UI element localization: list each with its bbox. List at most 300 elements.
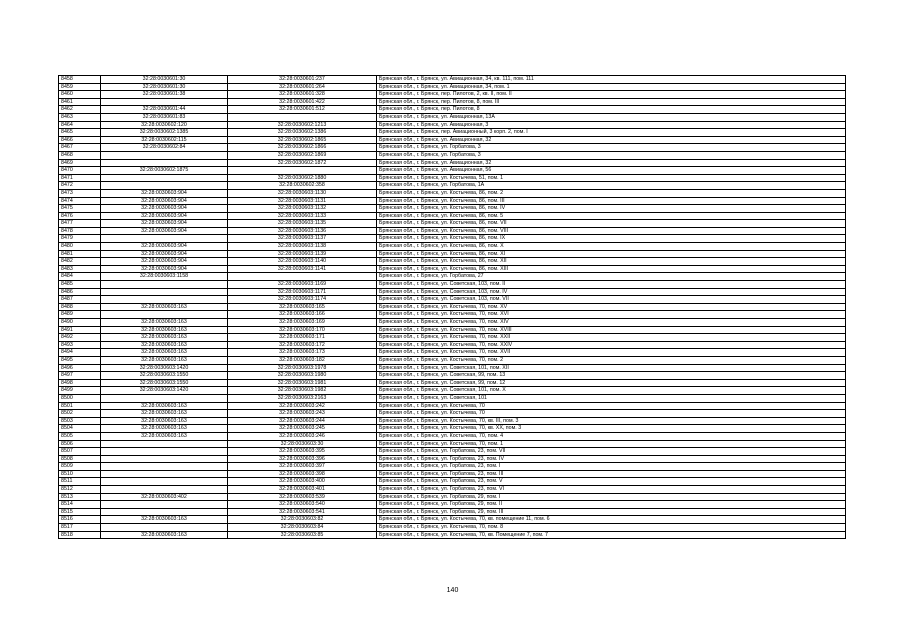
- object-cadastral-number-cell: 32:28:0030603:1171: [228, 288, 377, 296]
- address-cell: Брянская обл., г. Брянск, ул. Костычева, 86, пом. XII: [377, 258, 846, 266]
- address-cell: Брянская обл., г. Брянск, ул. Горбатова, 23, пом. III: [377, 470, 846, 478]
- table-row: [59, 243, 846, 251]
- object-cadastral-number-cell: 32:28:0030603:170: [228, 326, 377, 334]
- land-cadastral-number-cell: 32:28:0030601:30: [101, 83, 228, 91]
- table-row: [59, 394, 846, 402]
- row-number-cell: 8500: [59, 394, 101, 402]
- table-row: [59, 455, 846, 463]
- table-row: [59, 531, 846, 539]
- table-row: [59, 417, 846, 425]
- land-cadastral-number-cell: [101, 501, 228, 509]
- address-cell: Брянская обл., г. Брянск, ул. Советская, 101, пом. X: [377, 387, 846, 395]
- land-cadastral-number-cell: [101, 98, 228, 106]
- row-number-cell: 8493: [59, 341, 101, 349]
- address-cell: Брянская обл., г. Брянск, пер. Пилотов, 8, пом. III: [377, 98, 846, 106]
- address-cell: Брянская обл., г. Брянск, ул. Советская, 99, пом. 12: [377, 379, 846, 387]
- object-cadastral-number-cell: [228, 273, 377, 281]
- address-cell: Брянская обл., г. Брянск, ул. Костычева, 70: [377, 410, 846, 418]
- table-row: [59, 379, 846, 387]
- table-row: [59, 144, 846, 152]
- table-row: [59, 516, 846, 524]
- row-number-cell: 8475: [59, 205, 101, 213]
- land-cadastral-number-cell: 32:28:0030603:904: [101, 227, 228, 235]
- object-cadastral-number-cell: 32:28:0030603:397: [228, 463, 377, 471]
- table-row: [59, 341, 846, 349]
- land-cadastral-number-cell: 32:28:0030603:163: [101, 425, 228, 433]
- land-cadastral-number-cell: [101, 151, 228, 159]
- address-cell: Брянская обл., г. Брянск, ул. Костычева, 70: [377, 402, 846, 410]
- table-row: [59, 524, 846, 532]
- address-cell: Брянская обл., г. Брянск, ул. Советская, 99, пом. 13: [377, 372, 846, 380]
- row-number-cell: 8511: [59, 478, 101, 486]
- address-cell: Брянская обл., г. Брянск, ул. Горбатова, 27: [377, 273, 846, 281]
- land-cadastral-number-cell: 32:28:0030603:904: [101, 265, 228, 273]
- address-cell: Брянская обл., г. Брянск, ул. Костычева, 86, пом. X: [377, 243, 846, 251]
- table-row: [59, 235, 846, 243]
- table-row: [59, 326, 846, 334]
- address-cell: Брянская обл., г. Брянск, ул. Советская, 101: [377, 394, 846, 402]
- object-cadastral-number-cell: 32:28:0030603:244: [228, 417, 377, 425]
- address-cell: Брянская обл., г. Брянск, ул. Горбатова, 29, пом. I: [377, 493, 846, 501]
- table-row: [59, 113, 846, 121]
- land-cadastral-number-cell: 32:28:0030603:904: [101, 212, 228, 220]
- land-cadastral-number-cell: [101, 470, 228, 478]
- address-cell: Брянская обл., г. Брянск, ул. Горбатова, 3: [377, 151, 846, 159]
- row-number-cell: 8477: [59, 220, 101, 228]
- object-cadastral-number-cell: 32:28:0030603:1139: [228, 250, 377, 258]
- land-cadastral-number-cell: 32:28:0030603:163: [101, 334, 228, 342]
- row-number-cell: 8490: [59, 319, 101, 327]
- address-cell: Брянская обл., г. Брянск, ул. Костычева, 70, пом. XVIII: [377, 326, 846, 334]
- land-cadastral-number-cell: [101, 524, 228, 532]
- row-number-cell: 8469: [59, 159, 101, 167]
- address-cell: Брянская обл., г. Брянск, пер. Пилотов, 8: [377, 106, 846, 114]
- row-number-cell: 8486: [59, 288, 101, 296]
- land-cadastral-number-cell: 32:28:0030603:1420: [101, 387, 228, 395]
- land-cadastral-number-cell: 32:28:0030603:163: [101, 303, 228, 311]
- land-cadastral-number-cell: [101, 463, 228, 471]
- row-number-cell: 8495: [59, 356, 101, 364]
- object-cadastral-number-cell: 32:28:0030603:85: [228, 531, 377, 539]
- address-cell: Брянская обл., г. Брянск, ул. Советская, 101, пом. XII: [377, 364, 846, 372]
- row-number-cell: 8508: [59, 455, 101, 463]
- object-cadastral-number-cell: 32:28:0030603:396: [228, 455, 377, 463]
- address-cell: Брянская обл., г. Брянск, ул. Костычева, 70, кв. XX, пом. 3: [377, 425, 846, 433]
- object-cadastral-number-cell: 32:28:0030603:1140: [228, 258, 377, 266]
- row-number-cell: 8516: [59, 516, 101, 524]
- object-cadastral-number-cell: 32:28:0030603:1131: [228, 197, 377, 205]
- table-row: [59, 265, 846, 273]
- table-row: [59, 425, 846, 433]
- row-number-cell: 8502: [59, 410, 101, 418]
- address-cell: Брянская обл., г. Брянск, ул. Горбатова, 23, пом. VI: [377, 486, 846, 494]
- row-number-cell: 8509: [59, 463, 101, 471]
- address-cell: Брянская обл., г. Брянск, ул. Горбатова, 29, пом. III: [377, 508, 846, 516]
- address-cell: Брянская обл., г. Брянск, ул. Костычева, 86, пом. III: [377, 197, 846, 205]
- object-cadastral-number-cell: 32:28:0030603:172: [228, 341, 377, 349]
- table-row: [59, 448, 846, 456]
- land-cadastral-number-cell: 32:28:0030603:1420: [101, 364, 228, 372]
- row-number-cell: 8460: [59, 91, 101, 99]
- object-cadastral-number-cell: 32:28:0030602:358: [228, 182, 377, 190]
- address-cell: Брянская обл., г. Брянск, ул. Костычева, 86, пом. 5: [377, 212, 846, 220]
- table-row: [59, 121, 846, 129]
- table-row: [59, 151, 846, 159]
- row-number-cell: 8488: [59, 303, 101, 311]
- land-cadastral-number-cell: 32:28:0030603:163: [101, 402, 228, 410]
- object-cadastral-number-cell: 32:28:0030603:1169: [228, 281, 377, 289]
- table-row: [59, 387, 846, 395]
- land-cadastral-number-cell: 32:28:0030603:904: [101, 250, 228, 258]
- table-row: [59, 76, 846, 84]
- table-row: [59, 129, 846, 137]
- row-number-cell: 8459: [59, 83, 101, 91]
- object-cadastral-number-cell: 32:28:0030603:1980: [228, 372, 377, 380]
- address-cell: Брянская обл., г. Брянск, ул. Костычева, 70, пом. XVII: [377, 349, 846, 357]
- object-cadastral-number-cell: 32:28:0030603:1174: [228, 296, 377, 304]
- address-cell: Брянская обл., г. Брянск, ул. Горбатова, 29, пом. II: [377, 501, 846, 509]
- object-cadastral-number-cell: 32:28:0030603:30: [228, 440, 377, 448]
- object-cadastral-number-cell: 32:28:0030603:1132: [228, 205, 377, 213]
- address-cell: Брянская обл., г. Брянск, ул. Костычева, 70, пом. XXII: [377, 334, 846, 342]
- address-cell: Брянская обл., г. Брянск, ул. Горбатова, 3: [377, 144, 846, 152]
- address-cell: Брянская обл., г. Брянск, ул. Костычева, 70, пом. 2: [377, 356, 846, 364]
- table-row: [59, 83, 846, 91]
- address-cell: Брянская обл., г. Брянск, ул. Костычева, 70, пом. XV: [377, 303, 846, 311]
- land-cadastral-number-cell: 32:28:0030602:120: [101, 121, 228, 129]
- row-number-cell: 8485: [59, 281, 101, 289]
- address-cell: Брянская обл., г. Брянск, ул. Костычева, 86, пом. VIII: [377, 227, 846, 235]
- land-cadastral-number-cell: 32:28:0030603:904: [101, 205, 228, 213]
- address-cell: Брянская обл., г. Брянск, ул. Авиационная, 32: [377, 136, 846, 144]
- address-cell: Брянская обл., г. Брянск, ул. Горбатова, 23, пом. V: [377, 478, 846, 486]
- address-cell: Брянская обл., г. Брянск, ул. Авиационная, 32: [377, 159, 846, 167]
- object-cadastral-number-cell: [228, 167, 377, 175]
- row-number-cell: 8518: [59, 531, 101, 539]
- land-cadastral-number-cell: [101, 455, 228, 463]
- table-row: [59, 501, 846, 509]
- land-cadastral-number-cell: 32:28:0030603:163: [101, 531, 228, 539]
- object-cadastral-number-cell: 32:28:0030603:401: [228, 486, 377, 494]
- object-cadastral-number-cell: 32:28:0030603:400: [228, 478, 377, 486]
- address-cell: Брянская обл., г. Брянск, ул. Авиационная, 34, кв. 111, пом. 111: [377, 76, 846, 84]
- table-row: [59, 319, 846, 327]
- object-cadastral-number-cell: 32:28:0030602:1869: [228, 151, 377, 159]
- address-cell: Брянская обл., г. Брянск, ул. Советская, 103, пом. II: [377, 281, 846, 289]
- address-cell: Брянская обл., г. Брянск, ул. Горбатова, 1А: [377, 182, 846, 190]
- table-row: [59, 220, 846, 228]
- object-cadastral-number-cell: 32:28:0030603:245: [228, 425, 377, 433]
- land-cadastral-number-cell: 32:28:0030602:1385: [101, 129, 228, 137]
- land-cadastral-number-cell: [101, 486, 228, 494]
- object-cadastral-number-cell: 32:28:0030603:1133: [228, 212, 377, 220]
- land-cadastral-number-cell: 32:28:0030603:163: [101, 341, 228, 349]
- address-cell: Брянская обл., г. Брянск, ул. Костычева, 70, пом. XXIV: [377, 341, 846, 349]
- row-number-cell: 8510: [59, 470, 101, 478]
- row-number-cell: 8506: [59, 440, 101, 448]
- object-cadastral-number-cell: 32:28:0030602:1866: [228, 144, 377, 152]
- table-row: [59, 463, 846, 471]
- object-cadastral-number-cell: 32:28:0030602:1865: [228, 136, 377, 144]
- object-cadastral-number-cell: 32:28:0030603:1135: [228, 220, 377, 228]
- row-number-cell: 8512: [59, 486, 101, 494]
- object-cadastral-number-cell: 32:28:0030603:246: [228, 432, 377, 440]
- row-number-cell: 8472: [59, 182, 101, 190]
- address-cell: Брянская обл., г. Брянск, пер. Авиационный, 3 корп. 2, пом. I: [377, 129, 846, 137]
- row-number-cell: 8496: [59, 364, 101, 372]
- row-number-cell: 8467: [59, 144, 101, 152]
- table-row: [59, 227, 846, 235]
- land-cadastral-number-cell: 32:28:0030603:1550: [101, 372, 228, 380]
- land-cadastral-number-cell: 32:28:0030601:30: [101, 76, 228, 84]
- land-cadastral-number-cell: 32:28:0030603:402: [101, 493, 228, 501]
- row-number-cell: 8494: [59, 349, 101, 357]
- object-cadastral-number-cell: 32:28:0030601:512: [228, 106, 377, 114]
- object-cadastral-number-cell: 32:28:0030603:539: [228, 493, 377, 501]
- row-number-cell: 8464: [59, 121, 101, 129]
- object-cadastral-number-cell: 32:28:0030603:82: [228, 516, 377, 524]
- land-cadastral-number-cell: 32:28:0030603:904: [101, 243, 228, 251]
- table-row: [59, 205, 846, 213]
- row-number-cell: 8458: [59, 76, 101, 84]
- address-cell: Брянская обл., г. Брянск, ул. Костычева, 70, пом. 4: [377, 432, 846, 440]
- table-row: [59, 486, 846, 494]
- address-cell: Брянская обл., г. Брянск, ул. Костычева, 86, пом. IX: [377, 235, 846, 243]
- row-number-cell: 8478: [59, 227, 101, 235]
- table-row: [59, 288, 846, 296]
- table-row: [59, 281, 846, 289]
- land-cadastral-number-cell: 32:28:0030603:163: [101, 417, 228, 425]
- land-cadastral-number-cell: [101, 440, 228, 448]
- table-row: [59, 91, 846, 99]
- row-number-cell: 8461: [59, 98, 101, 106]
- table-row: [59, 402, 846, 410]
- table-row: [59, 410, 846, 418]
- land-cadastral-number-cell: 32:28:0030603:163: [101, 432, 228, 440]
- object-cadastral-number-cell: 32:28:0030603:243: [228, 410, 377, 418]
- table-row: [59, 440, 846, 448]
- land-cadastral-number-cell: 32:28:0030603:163: [101, 356, 228, 364]
- land-cadastral-number-cell: [101, 182, 228, 190]
- object-cadastral-number-cell: 32:28:0030603:395: [228, 448, 377, 456]
- land-cadastral-number-cell: [101, 235, 228, 243]
- address-cell: Брянская обл., г. Брянск, ул. Костычева, 86, пом. IV: [377, 205, 846, 213]
- address-cell: Брянская обл., г. Брянск, ул. Авиационная, 3: [377, 121, 846, 129]
- row-number-cell: 8466: [59, 136, 101, 144]
- address-cell: Брянская обл., г. Брянск, ул. Костычева, 86, пом. XI: [377, 250, 846, 258]
- table-row: [59, 508, 846, 516]
- land-cadastral-number-cell: 32:28:0030603:163: [101, 319, 228, 327]
- table-row: [59, 364, 846, 372]
- object-cadastral-number-cell: 32:28:0030602:1880: [228, 174, 377, 182]
- object-cadastral-number-cell: 32:28:0030602:1872: [228, 159, 377, 167]
- table-row: [59, 432, 846, 440]
- row-number-cell: 8463: [59, 113, 101, 121]
- object-cadastral-number-cell: 32:28:0030602:1213: [228, 121, 377, 129]
- row-number-cell: 8468: [59, 151, 101, 159]
- land-cadastral-number-cell: [101, 288, 228, 296]
- row-number-cell: 8501: [59, 402, 101, 410]
- land-cadastral-number-cell: 32:28:0030602:84: [101, 144, 228, 152]
- row-number-cell: 8471: [59, 174, 101, 182]
- land-cadastral-number-cell: 32:28:0030603:163: [101, 410, 228, 418]
- row-number-cell: 8473: [59, 189, 101, 197]
- object-cadastral-number-cell: 32:28:0030603:165: [228, 303, 377, 311]
- table-row: [59, 311, 846, 319]
- table-row: [59, 478, 846, 486]
- land-cadastral-number-cell: 32:28:0030601:38: [101, 91, 228, 99]
- table-row: [59, 189, 846, 197]
- table-row: [59, 250, 846, 258]
- row-number-cell: 8476: [59, 212, 101, 220]
- land-cadastral-number-cell: [101, 174, 228, 182]
- registry-table-container: [58, 75, 846, 539]
- land-cadastral-number-cell: 32:28:0030603:163: [101, 349, 228, 357]
- object-cadastral-number-cell: 32:28:0030603:2163: [228, 394, 377, 402]
- table-row: [59, 182, 846, 190]
- address-cell: Брянская обл., г. Брянск, ул. Авиационная, 13А: [377, 113, 846, 121]
- table-row: [59, 98, 846, 106]
- address-cell: Брянская обл., г. Брянск, ул. Костычева, 70, пом. XIV: [377, 319, 846, 327]
- land-cadastral-number-cell: [101, 508, 228, 516]
- table-row: [59, 303, 846, 311]
- row-number-cell: 8499: [59, 387, 101, 395]
- land-cadastral-number-cell: [101, 448, 228, 456]
- object-cadastral-number-cell: 32:28:0030603:398: [228, 470, 377, 478]
- object-cadastral-number-cell: 32:28:0030603:1981: [228, 379, 377, 387]
- address-cell: Брянская обл., г. Брянск, ул. Советская, 103, пом. VII: [377, 296, 846, 304]
- row-number-cell: 8474: [59, 197, 101, 205]
- table-row: [59, 174, 846, 182]
- object-cadastral-number-cell: 32:28:0030603:171: [228, 334, 377, 342]
- address-cell: Брянская обл., г. Брянск, ул. Авиационная, 56: [377, 167, 846, 175]
- object-cadastral-number-cell: 32:28:0030602:1386: [228, 129, 377, 137]
- object-cadastral-number-cell: 32:28:0030603:1978: [228, 364, 377, 372]
- object-cadastral-number-cell: 32:28:0030603:242: [228, 402, 377, 410]
- table-row: [59, 296, 846, 304]
- land-cadastral-number-cell: 32:28:0030601:83: [101, 113, 228, 121]
- table-row: [59, 349, 846, 357]
- address-cell: Брянская обл., г. Брянск, ул. Авиационная, 34, пом. 1: [377, 83, 846, 91]
- object-cadastral-number-cell: 32:28:0030603:1141: [228, 265, 377, 273]
- address-cell: Брянская обл., г. Брянск, ул. Костычева, 70, кв. помещение 11, пом. 6: [377, 516, 846, 524]
- row-number-cell: 8470: [59, 167, 101, 175]
- object-cadastral-number-cell: 32:28:0030603:1137: [228, 235, 377, 243]
- land-cadastral-number-cell: [101, 296, 228, 304]
- table-row: [59, 334, 846, 342]
- land-cadastral-number-cell: [101, 478, 228, 486]
- object-cadastral-number-cell: 32:28:0030603:169: [228, 319, 377, 327]
- table-row: [59, 470, 846, 478]
- object-cadastral-number-cell: 32:28:0030603:540: [228, 501, 377, 509]
- object-cadastral-number-cell: 32:28:0030603:182: [228, 356, 377, 364]
- row-number-cell: 8504: [59, 425, 101, 433]
- row-number-cell: 8465: [59, 129, 101, 137]
- land-cadastral-number-cell: 32:28:0030603:1550: [101, 379, 228, 387]
- row-number-cell: 8487: [59, 296, 101, 304]
- object-cadastral-number-cell: 32:28:0030603:1982: [228, 387, 377, 395]
- table-row: [59, 258, 846, 266]
- row-number-cell: 8515: [59, 508, 101, 516]
- address-cell: Брянская обл., г. Брянск, ул. Костычева, 86, пом. VII: [377, 220, 846, 228]
- row-number-cell: 8483: [59, 265, 101, 273]
- registry-table: [58, 75, 846, 539]
- address-cell: Брянская обл., г. Брянск, ул. Костычева, 86, пом. 2: [377, 189, 846, 197]
- object-cadastral-number-cell: 32:28:0030601:422: [228, 98, 377, 106]
- land-cadastral-number-cell: 32:28:0030603:163: [101, 516, 228, 524]
- address-cell: Брянская обл., г. Брянск, ул. Советская, 103, пом. IV: [377, 288, 846, 296]
- address-cell: Брянская обл., г. Брянск, ул. Костычева, 86, пом. XIII: [377, 265, 846, 273]
- row-number-cell: 8479: [59, 235, 101, 243]
- table-row: [59, 273, 846, 281]
- land-cadastral-number-cell: 32:28:0030603:904: [101, 189, 228, 197]
- object-cadastral-number-cell: 32:28:0030603:166: [228, 311, 377, 319]
- address-cell: Брянская обл., г. Брянск, ул. Костычева, 70, пом. XVI: [377, 311, 846, 319]
- table-row: [59, 197, 846, 205]
- row-number-cell: 8482: [59, 258, 101, 266]
- table-row: [59, 493, 846, 501]
- object-cadastral-number-cell: 32:28:0030603:1136: [228, 227, 377, 235]
- land-cadastral-number-cell: [101, 394, 228, 402]
- row-number-cell: 8497: [59, 372, 101, 380]
- address-cell: Брянская обл., г. Брянск, пер. Пилотов, 2, кв. II, пом. II: [377, 91, 846, 99]
- row-number-cell: 8498: [59, 379, 101, 387]
- row-number-cell: 8480: [59, 243, 101, 251]
- address-cell: Брянская обл., г. Брянск, ул. Костычева, 51, пом. 1: [377, 174, 846, 182]
- land-cadastral-number-cell: 32:28:0030603:904: [101, 258, 228, 266]
- table-row: [59, 106, 846, 114]
- land-cadastral-number-cell: [101, 159, 228, 167]
- address-cell: Брянская обл., г. Брянск, ул. Костычева, 70, пом. 8: [377, 524, 846, 532]
- land-cadastral-number-cell: [101, 281, 228, 289]
- object-cadastral-number-cell: 32:28:0030601:328: [228, 91, 377, 99]
- land-cadastral-number-cell: 32:28:0030602:115: [101, 136, 228, 144]
- object-cadastral-number-cell: 32:28:0030601:264: [228, 83, 377, 91]
- land-cadastral-number-cell: [101, 311, 228, 319]
- land-cadastral-number-cell: 32:28:0030603:163: [101, 326, 228, 334]
- object-cadastral-number-cell: 32:28:0030601:237: [228, 76, 377, 84]
- object-cadastral-number-cell: 32:28:0030603:84: [228, 524, 377, 532]
- address-cell: Брянская обл., г. Брянск, ул. Костычева, 70, пом. 1: [377, 440, 846, 448]
- row-number-cell: 8491: [59, 326, 101, 334]
- table-row: [59, 159, 846, 167]
- address-cell: Брянская обл., г. Брянск, ул. Костычева, 70, кв. III, пом. 3: [377, 417, 846, 425]
- row-number-cell: 8481: [59, 250, 101, 258]
- land-cadastral-number-cell: 32:28:0030601:44: [101, 106, 228, 114]
- row-number-cell: 8462: [59, 106, 101, 114]
- land-cadastral-number-cell: 32:28:0030602:1875: [101, 167, 228, 175]
- object-cadastral-number-cell: 32:28:0030603:541: [228, 508, 377, 516]
- address-cell: Брянская обл., г. Брянск, ул. Горбатова, 23, пом. IV: [377, 455, 846, 463]
- page-number: 140: [446, 587, 459, 594]
- object-cadastral-number-cell: [228, 113, 377, 121]
- address-cell: Брянская обл., г. Брянск, ул. Горбатова, 23, пом. VII: [377, 448, 846, 456]
- row-number-cell: 8514: [59, 501, 101, 509]
- row-number-cell: 8507: [59, 448, 101, 456]
- land-cadastral-number-cell: 32:28:0030603:1158: [101, 273, 228, 281]
- land-cadastral-number-cell: 32:28:0030603:904: [101, 197, 228, 205]
- row-number-cell: 8492: [59, 334, 101, 342]
- row-number-cell: 8484: [59, 273, 101, 281]
- row-number-cell: 8503: [59, 417, 101, 425]
- object-cadastral-number-cell: 32:28:0030603:1138: [228, 243, 377, 251]
- row-number-cell: 8489: [59, 311, 101, 319]
- land-cadastral-number-cell: 32:28:0030603:904: [101, 220, 228, 228]
- address-cell: Брянская обл., г. Брянск, ул. Горбатова, 23, пом. I: [377, 463, 846, 471]
- row-number-cell: 8517: [59, 524, 101, 532]
- table-row: [59, 356, 846, 364]
- row-number-cell: 8513: [59, 493, 101, 501]
